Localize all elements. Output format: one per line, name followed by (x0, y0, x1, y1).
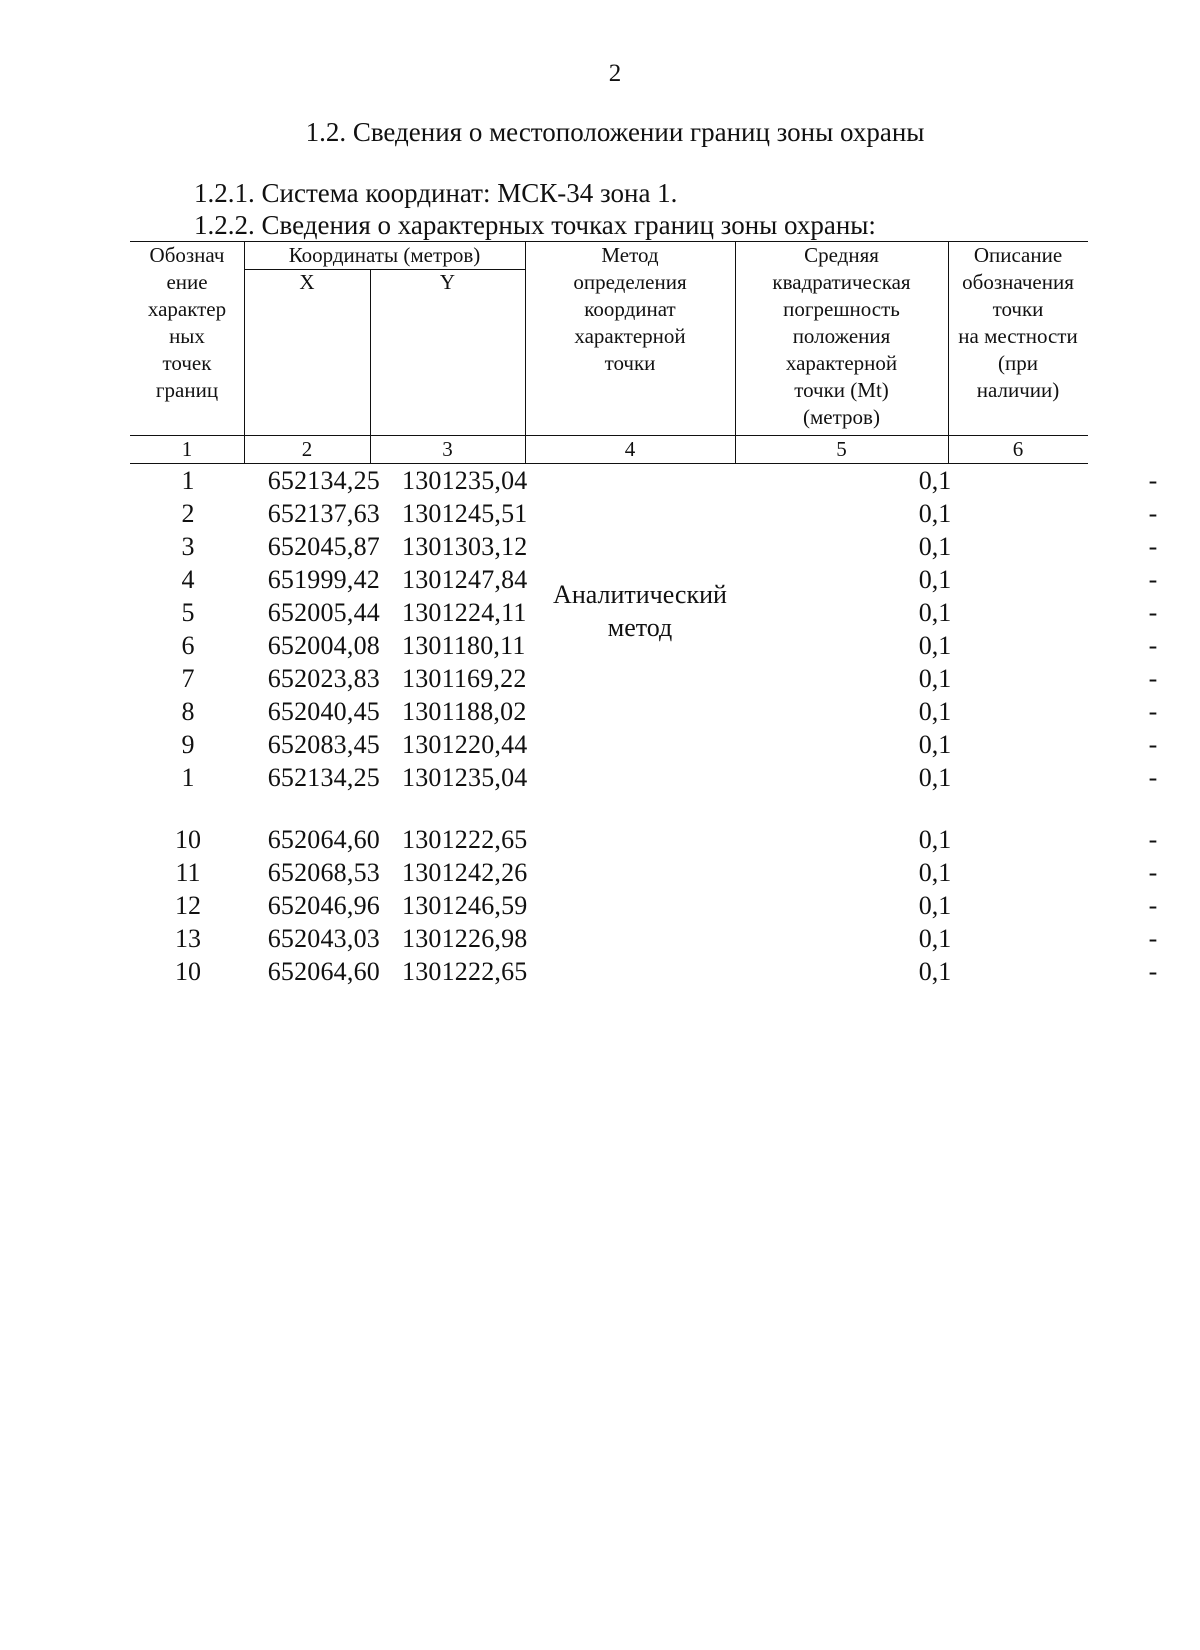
coord-y: 1301242,26 (402, 858, 528, 887)
table-row (130, 499, 1158, 532)
point-number: 11 (175, 858, 201, 887)
section-title: 1.2. Сведения о местоположении границ зоны охраны (305, 117, 925, 147)
description-value: - (1148, 763, 1158, 792)
coord-x: 652134,25 (267, 466, 380, 495)
point-number: 1 (181, 763, 195, 792)
mean-error-value: 0,1 (918, 763, 952, 792)
description-value: - (1148, 825, 1158, 854)
mean-error-value: 0,1 (918, 499, 952, 528)
mean-error-value: 0,1 (918, 598, 952, 627)
header-y: Y (439, 270, 456, 294)
header-description: Описание обозначения точки на местности (при наличии) (958, 243, 1078, 402)
point-number: 13 (175, 924, 201, 953)
coord-y: 1301224,11 (402, 598, 527, 627)
table-row (130, 763, 1158, 796)
table-row (130, 924, 1158, 957)
mean-error-value: 0,1 (918, 631, 952, 660)
point-number: 4 (181, 565, 195, 594)
coord-y: 1301180,11 (402, 631, 526, 660)
point-number: 3 (181, 532, 195, 561)
coord-x: 652005,44 (267, 598, 380, 627)
table-row (130, 631, 1158, 664)
coord-x: 651999,42 (267, 565, 380, 594)
table-row (130, 858, 1158, 891)
point-number: 5 (181, 598, 195, 627)
coord-y: 1301235,04 (402, 466, 528, 495)
point-number: 2 (181, 499, 195, 528)
column-number: 2 (301, 437, 313, 461)
description-value: - (1148, 858, 1158, 887)
coord-y: 1301220,44 (402, 730, 528, 759)
coord-x: 652068,53 (267, 858, 380, 887)
header-x: X (299, 270, 315, 294)
mean-error-value: 0,1 (918, 730, 952, 759)
coord-x: 652043,03 (267, 924, 380, 953)
description-value: - (1148, 697, 1158, 726)
point-number: 6 (181, 631, 195, 660)
point-number: 8 (181, 697, 195, 726)
column-number: 3 (442, 437, 453, 461)
coord-y: 1301303,12 (402, 532, 528, 561)
column-number: 5 (836, 437, 847, 461)
description-value: - (1148, 891, 1158, 920)
point-number: 7 (181, 664, 195, 693)
coordinate-system-line: 1.2.1. Система координат: МСК-34 зона 1. (194, 178, 678, 208)
column-number: 4 (624, 437, 636, 461)
point-number: 1 (181, 466, 195, 495)
coord-x: 652040,45 (267, 697, 380, 726)
coord-y: 1301235,04 (402, 763, 528, 792)
coord-y: 1301246,59 (402, 891, 528, 920)
mean-error-value: 0,1 (918, 697, 952, 726)
coord-y: 1301222,65 (402, 957, 528, 986)
mean-error-value: 0,1 (918, 664, 952, 693)
header-coordinates-group: Координаты (метров) (288, 243, 481, 267)
coord-y: 1301169,22 (402, 664, 527, 693)
coord-y: 1301245,51 (402, 499, 528, 528)
coord-x: 652083,45 (267, 730, 380, 759)
method-label: Аналитический метод (553, 580, 727, 642)
page-number: 2 (608, 60, 622, 87)
table-row (130, 598, 1158, 631)
description-value: - (1148, 730, 1158, 759)
coord-x: 652046,96 (267, 891, 380, 920)
header-method: Метод определения координат характерной точки (573, 243, 687, 375)
description-value: - (1148, 598, 1158, 627)
description-value: - (1148, 924, 1158, 953)
description-value: - (1148, 466, 1158, 495)
header-point-designation: Обознач ение характер ных точек границ (147, 243, 227, 402)
description-value: - (1148, 499, 1158, 528)
mean-error-value: 0,1 (918, 858, 952, 887)
mean-error-value: 0,1 (918, 957, 952, 986)
coord-y: 1301247,84 (402, 565, 528, 594)
table-header (130, 241, 1088, 464)
table-row (130, 532, 1158, 565)
mean-error-value: 0,1 (918, 924, 952, 953)
table-row (130, 466, 1158, 499)
points-info-line: 1.2.2. Сведения о характерных точках границ зоны охраны: (194, 210, 876, 240)
mean-error-value: 0,1 (918, 825, 952, 854)
table-row (130, 825, 1158, 858)
description-value: - (1148, 957, 1158, 986)
coord-x: 652064,60 (267, 825, 380, 854)
table-row (130, 664, 1158, 697)
coord-y: 1301226,98 (402, 924, 528, 953)
coord-y: 1301222,65 (402, 825, 528, 854)
coord-y: 1301188,02 (402, 697, 527, 726)
coord-x: 652134,25 (267, 763, 380, 792)
header-mean-error: Средняя квадратическая погрешность положения характерной точки (Mt) (метров) (772, 243, 911, 429)
table-row (130, 565, 1158, 598)
description-value: - (1148, 631, 1158, 660)
column-number: 6 (1012, 437, 1024, 461)
table-row (130, 957, 1158, 990)
column-number: 1 (181, 437, 193, 461)
point-number: 9 (181, 730, 195, 759)
table-row (130, 697, 1158, 730)
description-value: - (1148, 664, 1158, 693)
table-row (130, 730, 1158, 763)
mean-error-value: 0,1 (918, 466, 952, 495)
coord-x: 652064,60 (267, 957, 380, 986)
point-number: 12 (175, 891, 201, 920)
coord-x: 652023,83 (267, 664, 380, 693)
point-number: 10 (175, 825, 201, 854)
coord-x: 652004,08 (267, 631, 380, 660)
mean-error-value: 0,1 (918, 532, 952, 561)
description-value: - (1148, 532, 1158, 561)
coord-x: 652137,63 (267, 499, 380, 528)
mean-error-value: 0,1 (918, 565, 952, 594)
table-row (130, 891, 1158, 924)
mean-error-value: 0,1 (918, 891, 952, 920)
description-value: - (1148, 565, 1158, 594)
point-number: 10 (175, 957, 201, 986)
coord-x: 652045,87 (267, 532, 380, 561)
